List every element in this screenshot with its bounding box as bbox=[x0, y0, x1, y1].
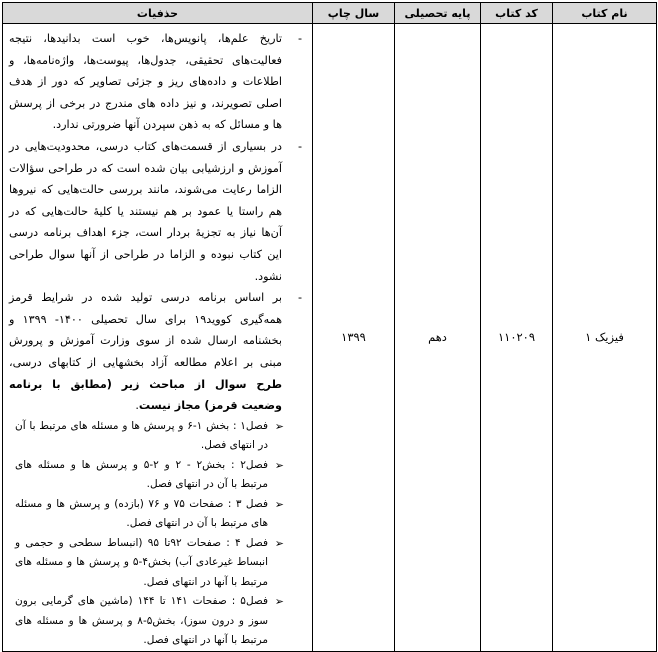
cell-deletions bbox=[3, 24, 313, 652]
header-deletions: حذفیات bbox=[3, 3, 313, 24]
table-header-row bbox=[3, 3, 657, 24]
arrow-bullet-icon: ➢ bbox=[274, 419, 284, 433]
chapter-item-5 bbox=[9, 592, 306, 651]
bullet-dash: - bbox=[297, 139, 302, 153]
chapter-item-text: فصل۲ : بخش۲ - ۲ و ۲-۵ و پرسش ها و مسئله های مرتبط با آن در انتهای فصل. bbox=[15, 458, 268, 491]
arrow-bullet-icon: ➢ bbox=[274, 536, 284, 550]
paragraph-text: در بسیاری از قسمت‌های کتاب درسی، محدودیت‌هایی در آموزش و ارزشیابی بیان شده است که در طراحی سؤالات الزاما رعایت می‌شوند، مانند بررسی حالت‌هایی که نیروها هم راستا یا عمود بر هم نیستند یا کلیهٔ حالت‌هایی که در آن‌ها نیاز به تجزیهٔ بردار است، جزء اهداف برنامه درسی این کتاب نبوده و الزاما در طراحی از آنها سوال طراحی نشود. bbox=[9, 139, 282, 283]
deletion-paragraph-1 bbox=[9, 28, 306, 136]
header-book-name: نام کتاب bbox=[553, 3, 657, 24]
chapter-item-text: فصل۵ : صفحات ۱۴۱ تا ۱۴۴ (ماشین های گرمایی برون سوز و درون سوز)، بخش۵-۸ و پرسش ها و مسئله های مرتبط با آنها در انتهای فصل. bbox=[15, 595, 269, 647]
arrow-bullet-icon: ➢ bbox=[274, 497, 284, 511]
deletion-paragraph-3 bbox=[9, 287, 306, 417]
chapter-item-text: فصل۱ : بخش ۱-۶ و پرسش ها و مسئله های مرتبط با آن در انتهای فصل. bbox=[15, 419, 268, 452]
cell-book-name: فیزیک ۱ bbox=[553, 24, 657, 652]
paragraph-bold-text: طرح سوال از مباحث زیر (مطابق با برنامه وضعیت قرمز) مجاز نیست bbox=[9, 377, 282, 413]
header-grade: پایه تحصیلی bbox=[395, 3, 481, 24]
chapter-item-2 bbox=[9, 456, 306, 495]
chapter-item-text: فصل ۳ : صفحات ۷۵ و ۷۶ (بازده) و پرسش ها و مسئله های مرتبط با آن در انتهای فصل. bbox=[15, 497, 269, 530]
chapter-item-1 bbox=[9, 417, 306, 456]
arrow-bullet-icon: ➢ bbox=[274, 595, 284, 609]
chapter-item-4 bbox=[9, 534, 306, 593]
chapter-item-text: فصل ۴ : صفحات ۹۲تا ۹۵ (انبساط سطحی و حجمی و انبساط غیرعادی آب) بخش۴-۵ و پرسش ها و مسئله های مرتبط با آنها در انتهای فصل. bbox=[15, 536, 269, 588]
paragraph-end: . bbox=[135, 399, 139, 413]
cell-print-year: ۱۳۹۹ bbox=[313, 24, 395, 652]
paragraph-text: تاریخ علم‌ها، پانویس‌ها، خوب است بدانید‌ها، نتیجه فعالیت‌های تحقیقی، جدول‌ها، پیوست‌ها، واژه‌نامه‌ها، و اطلاعات و داده‌های ریز و جزئی تصاویر که دور از هدف اصلی تصویرند، و نیز داده های مندرج در برخی از پرسش ها و مسائل که به ذهن سپردن آنها ضرورتی ندارد. bbox=[9, 32, 282, 132]
table-row bbox=[3, 24, 657, 652]
cell-grade: دهم bbox=[395, 24, 481, 652]
bullet-dash: - bbox=[297, 291, 302, 305]
bullet-dash: - bbox=[297, 32, 302, 45]
chapter-item-3 bbox=[9, 495, 306, 534]
header-print-year: سال چاپ bbox=[313, 3, 395, 24]
arrow-bullet-icon: ➢ bbox=[274, 458, 284, 472]
deletions-table bbox=[2, 2, 657, 652]
paragraph-text: بر اساس برنامه درسی تولید شده در شرایط قرمز همه‌گیری کووید۱۹ برای سال تحصیلی ۱۴۰۰- ۱۳۹۹ و بخشنامه ارسال شده از سوی وزارت آموزش و پرورش مبنی بر اعلام مطالعه آزاد بخشهایی از کتابهای درسی، bbox=[9, 291, 282, 369]
header-book-code: کد کتاب bbox=[481, 3, 553, 24]
deletion-paragraph-2 bbox=[9, 136, 306, 287]
cell-book-code: ۱۱۰۲۰۹ bbox=[481, 24, 553, 652]
